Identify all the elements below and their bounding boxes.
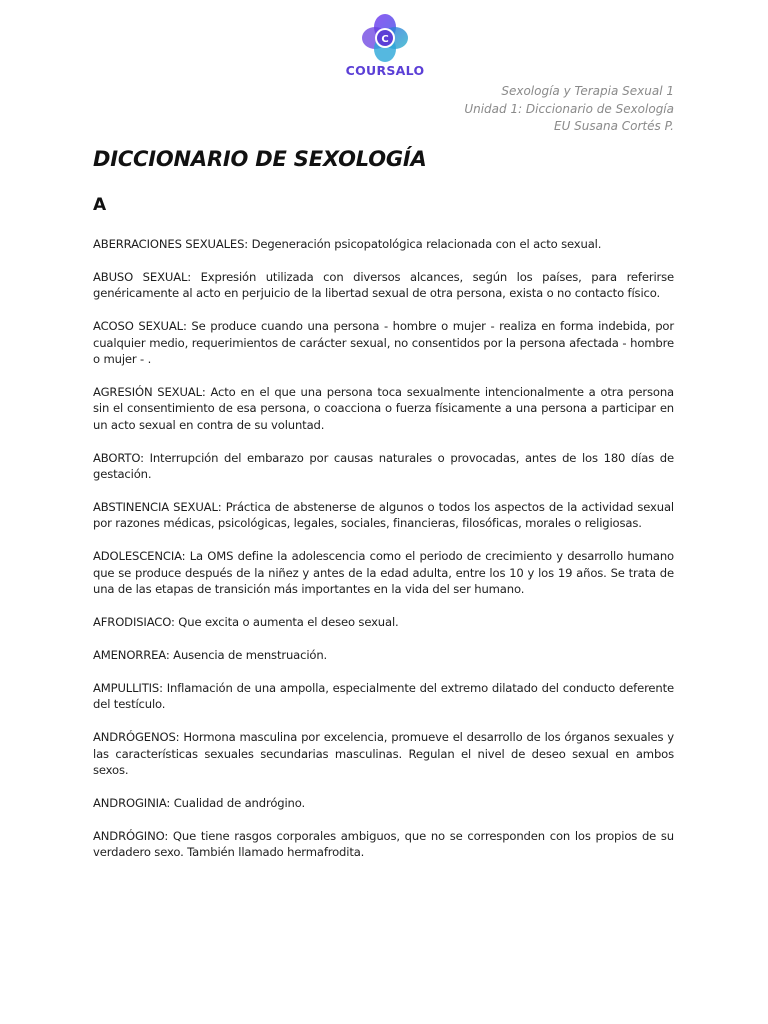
page-title: DICCIONARIO DE SEXOLOGÍA [93,147,427,171]
dictionary-entry: ANDRÓGINO: Que tiene rasgos corporales ambiguos, que no se corresponden con los propios de su verdadero sexo. También llamado hermafrodita. [93,828,674,860]
dictionary-entry: ABORTO: Interrupción del embarazo por causas naturales o provocadas, antes de los 180 días de gestación. [93,450,674,482]
dictionary-entry: ABSTINENCIA SEXUAL: Práctica de abstenerse de algunos o todos los aspectos de la actividad sexual por razones médicas, psicológicas, legales, sociales, financieras, filosóficas, morales o religiosas. [93,499,674,531]
entries-list [93,236,674,877]
author-name: EU Susana Cortés P. [554,119,674,133]
dictionary-entry: AMPULLITIS: Inflamación de una ampolla, especialmente del extremo dilatado del conducto deferente del testículo. [93,680,674,712]
section-letter: A [93,195,107,215]
dictionary-entry: AFRODISIACO: Que excita o aumenta el deseo sexual. [93,615,399,629]
dictionary-entry: ACOSO SEXUAL: Se produce cuando una persona - hombre o mujer - realiza en forma indebida, por cualquier medio, requerimientos de carácter sexual, no consentidos por la persona afectada - hombre o mujer - . [93,319,674,367]
dictionary-entry: ABUSO SEXUAL: Expresión utilizada con diversos alcances, según los países, para referirse genéricamente al acto en perjuicio de la libertad sexual de otra persona, exista o no contacto físico. [93,269,674,301]
unit-name: Unidad 1: Diccionario de Sexología [464,101,674,116]
dictionary-entry: AMENORREA: Ausencia de menstruación. [93,647,328,662]
coursalo-logo [340,12,430,82]
dictionary-entry: ANDROGINIA: Cualidad de andrógino. [93,795,306,810]
emblem-letter: C [381,34,389,45]
dictionary-entry: AGRESIÓN SEXUAL: Acto en el que una persona toca sexualmente intencionalmente a otra persona sin el consentimiento de esa persona, o coacciona o fuerza físicamente a una persona a participar en un acto sexual en contra de su voluntad. [93,384,674,432]
dictionary-entry: ABERRACIONES SEXUALES: Degeneración psicopatológica relacionada con el acto sexual. [93,237,602,251]
logo-text: COURSALO [345,63,425,78]
document-header [464,83,674,136]
dictionary-entry: ADOLESCENCIA: La OMS define la adolescencia como el periodo de crecimiento y desarrollo humano que se produce después de la niñez y antes de la edad adulta, entre los 10 y los 19 años. Se trata de una de las etapas de transición más importantes en la vida del ser humano. [93,549,674,597]
coursalo-emblem-icon [359,12,411,64]
course-name: Sexología y Terapia Sexual 1 [501,84,674,98]
dictionary-entry: ANDRÓGENOS: Hormona masculina por excelencia, promueve el desarrollo de los órganos sexuales y las características sexuales secundarias masculinas. Regulan el nivel de deseo sexual en ambos sexos. [93,730,674,777]
